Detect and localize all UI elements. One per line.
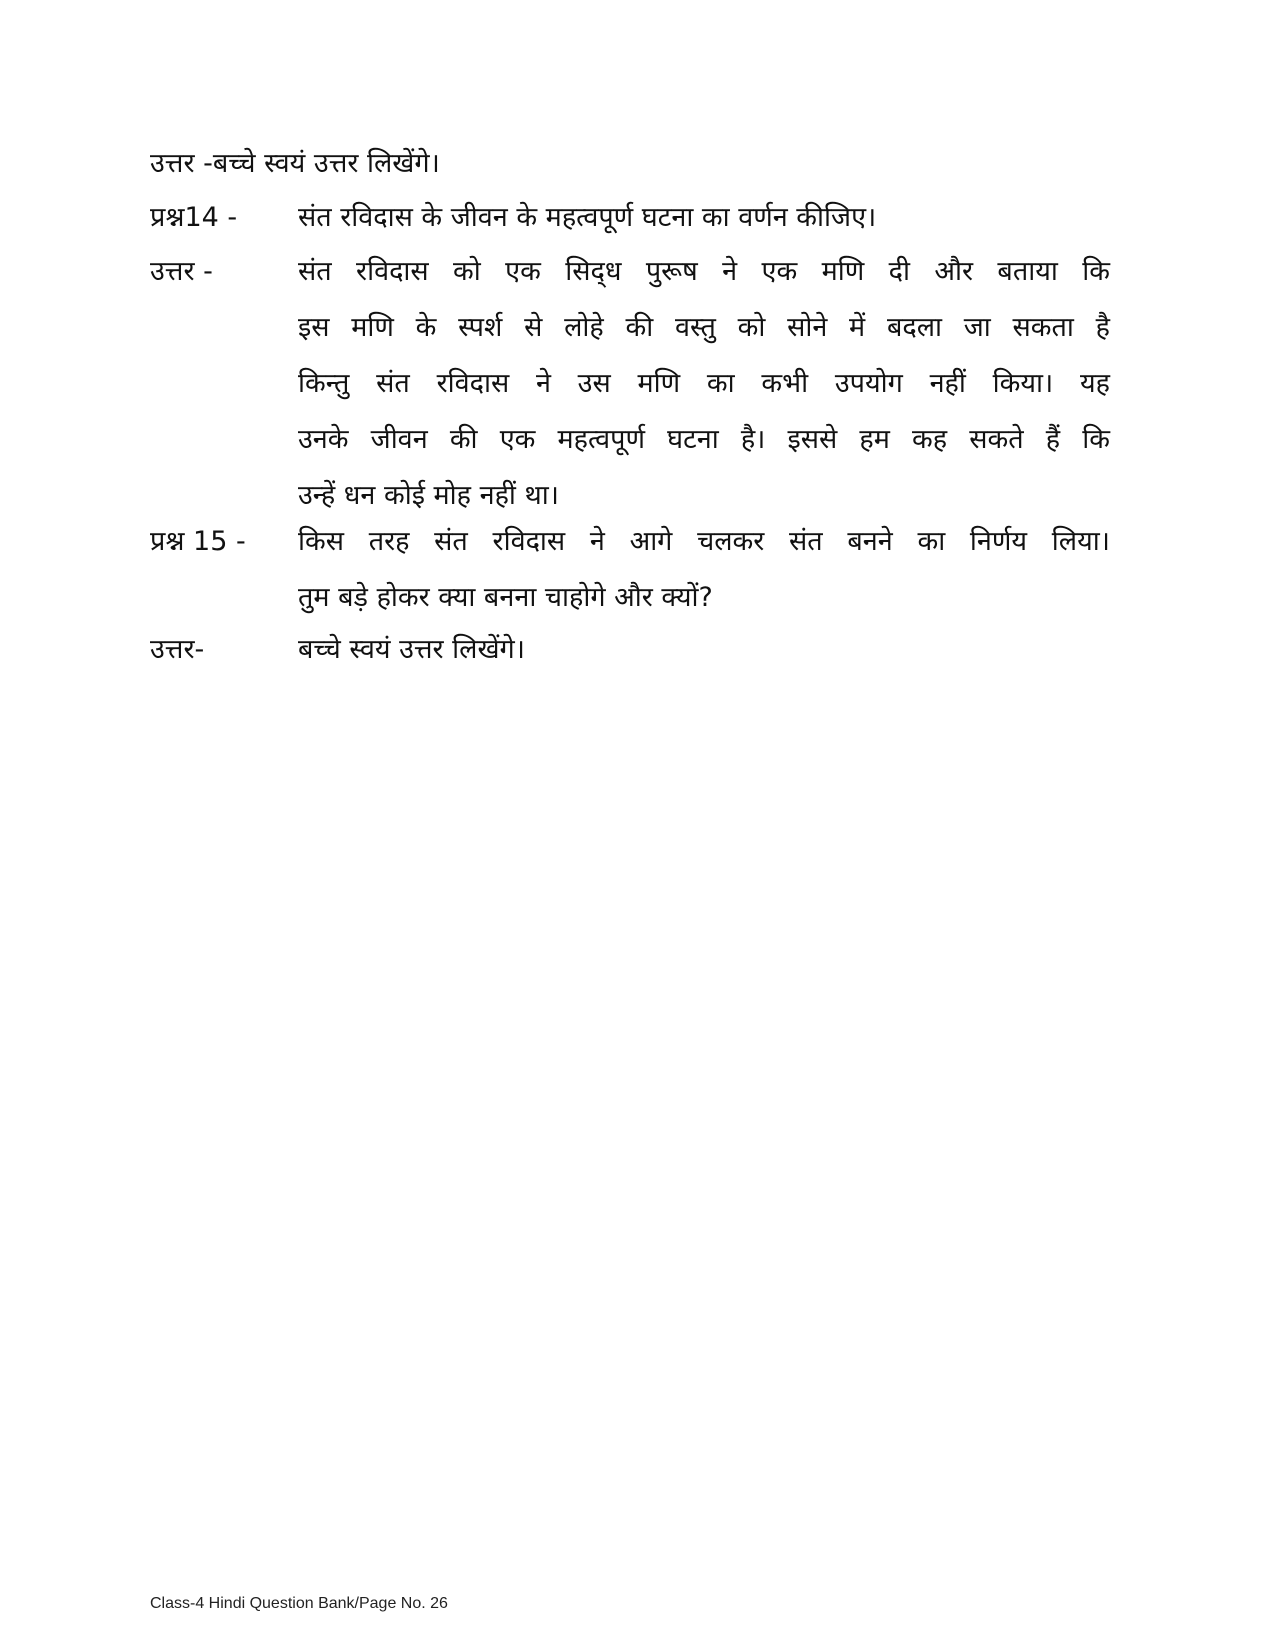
answer-13-line: उत्तर -बच्चे स्वयं उत्तर लिखेंगे।: [150, 148, 440, 179]
answer-14: [150, 244, 1110, 524]
answer-14-line-3: किन्तु संत रविदास ने उस मणि का कभी उपयोग नहीं किया। यह: [298, 368, 1110, 399]
answer-14-line-2: इस मणि के स्पर्श से लोहे की वस्तु को सोने में बदला जा सकता है: [298, 312, 1110, 343]
question-14: [150, 190, 1110, 246]
question-14-text: संत रविदास के जीवन के महत्वपूर्ण घटना का वर्णन कीजिए।: [298, 202, 877, 233]
answer-15: [150, 622, 1110, 678]
answer-15-text: बच्चे स्वयं उत्तर लिखेंगे।: [298, 634, 525, 665]
question-15: [150, 514, 1110, 626]
question-15-label: प्रश्न 15 -: [150, 526, 246, 557]
answer-14-label: उत्तर -: [150, 256, 213, 287]
answer-14-text: [298, 244, 1110, 524]
answer-15-label: उत्तर-: [150, 634, 205, 665]
page-footer: Class-4 Hindi Question Bank/Page No. 26: [150, 1595, 448, 1612]
question-15-line-1: किस तरह संत रविदास ने आगे चलकर संत बनने का निर्णय लिया।: [298, 526, 1110, 557]
question-15-text: [298, 514, 1110, 626]
question-15-line-2: तुम बड़े होकर क्या बनना चाहोगे और क्यों?: [298, 582, 713, 613]
answer-14-line-5: उन्हें धन कोई मोह नहीं था।: [298, 480, 559, 511]
answer-14-line-4: उनके जीवन की एक महत्वपूर्ण घटना है। इससे हम कह सकते हैं कि: [298, 424, 1110, 455]
question-14-label: प्रश्न14 -: [150, 202, 238, 233]
answer-14-line-1: संत रविदास को एक सिद्‌ध पुरूष ने एक मणि दी और बताया कि: [298, 256, 1110, 287]
